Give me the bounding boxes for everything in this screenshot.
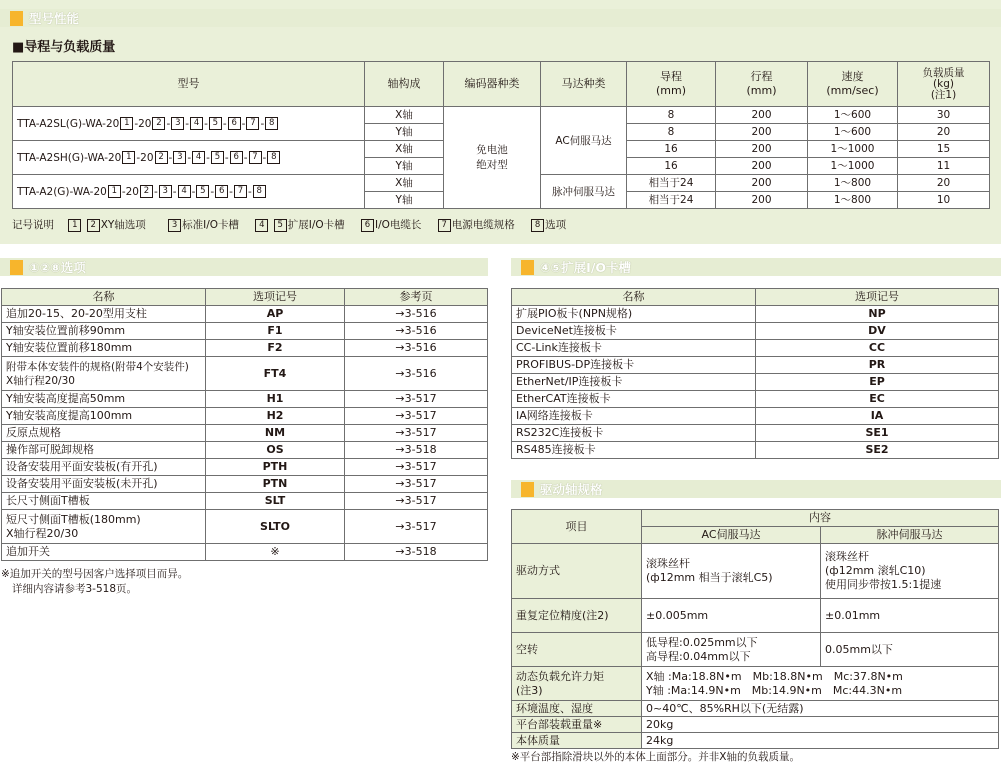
- drive-note: ※平台部指除滑块以外的本体上面部分。并非X轴的负载质量。: [511, 751, 800, 763]
- load-cell: 30: [898, 107, 990, 124]
- col-header-content: 内容: [642, 510, 999, 527]
- option-name: Y轴安装高度提高50mm: [2, 391, 206, 408]
- option-code: ※: [206, 544, 345, 561]
- load-cell: 11: [898, 158, 990, 175]
- col-header-page: 参考页: [345, 289, 488, 306]
- legend-box-8: 8: [531, 219, 544, 232]
- io-name: EtherCAT连接板卡: [512, 391, 756, 408]
- box-4: 4: [178, 185, 191, 198]
- option-code: PTN: [206, 476, 345, 493]
- legend-box-1: 1: [68, 219, 81, 232]
- table-row: [512, 425, 999, 442]
- legend-text: 标准I/O卡槽: [182, 219, 240, 231]
- axis-cell: Y轴: [365, 158, 444, 175]
- table-row: [2, 340, 488, 357]
- col-header-speed: 速度 (mm/sec): [808, 62, 898, 107]
- option-code: AP: [206, 306, 345, 323]
- box-8: 8: [253, 185, 266, 198]
- option-page: →3-516: [345, 323, 488, 340]
- option-page: →3-517: [345, 510, 488, 544]
- backlash-label: 空转: [512, 633, 642, 667]
- option-code: H1: [206, 391, 345, 408]
- platform-label: 平台部装载重量※: [512, 717, 642, 733]
- table-row: [2, 442, 488, 459]
- model-prefix: TTA-A2SH(G)-WA-20: [17, 151, 122, 164]
- box-1: 1: [122, 151, 135, 164]
- legend-text: XY轴选项: [100, 219, 146, 231]
- option-code: SLT: [206, 493, 345, 510]
- box-4: 4: [192, 151, 205, 164]
- box-8: 8: [265, 117, 278, 130]
- io-code: PR: [756, 357, 999, 374]
- legend-text: 扩展I/O卡槽: [287, 219, 345, 231]
- table-row: [2, 476, 488, 493]
- option-code: F1: [206, 323, 345, 340]
- box-3: 3: [159, 185, 172, 198]
- io-name: CC-Link连接板卡: [512, 340, 756, 357]
- load-cell: 10: [898, 192, 990, 209]
- col-header-code: 选项记号: [206, 289, 345, 306]
- backlash-pulse: 0.05mm以下: [821, 633, 999, 667]
- legend-item: [67, 219, 145, 231]
- env-value: 0~40℃、85%RH以下(无结露): [642, 701, 999, 717]
- table-row: [2, 357, 488, 391]
- section-header-options: [0, 258, 488, 276]
- lead-cell: 相当于24: [627, 175, 716, 192]
- option-code: FT4: [206, 357, 345, 391]
- axis-cell: X轴: [365, 175, 444, 192]
- option-page: →3-517: [345, 391, 488, 408]
- section-title: ④⑤扩展I/O卡槽: [540, 260, 632, 275]
- options-note-1: ※追加开关的型号因客户选择项目而异。: [1, 568, 189, 580]
- repeat-pulse: ±0.01mm: [821, 599, 999, 633]
- moment-value: X轴 :Ma:18.8N•m Mb:18.8N•m Mc:37.8N•m Y轴 :Ma:14.9N•m Mb:14.9N•m Mc:44.3N•m: [642, 667, 999, 701]
- header-marker: [10, 260, 23, 275]
- legend-item: [437, 219, 515, 231]
- drive-method-ac: 滚珠丝杆 (ф12mm 相当于滚轧C5): [642, 544, 821, 599]
- option-name: 追加开关: [2, 544, 206, 561]
- option-page: →3-518: [345, 442, 488, 459]
- io-code: SE1: [756, 425, 999, 442]
- table-row: [2, 391, 488, 408]
- table-row: [2, 493, 488, 510]
- axis-cell: X轴: [365, 107, 444, 124]
- box-6: 6: [230, 151, 243, 164]
- axis-cell: Y轴: [365, 124, 444, 141]
- box-5: 5: [211, 151, 224, 164]
- option-code: PTH: [206, 459, 345, 476]
- io-name: 扩展PIO板卡(NPN规格): [512, 306, 756, 323]
- table-row: [512, 374, 999, 391]
- legend: [12, 217, 566, 232]
- stroke-cell: 200: [716, 175, 808, 192]
- option-page: →3-518: [345, 544, 488, 561]
- box-7: 7: [249, 151, 262, 164]
- env-label: 环境温度、湿度: [512, 701, 642, 717]
- box-7: 7: [234, 185, 247, 198]
- legend-box-4: 4: [255, 219, 268, 232]
- box-1: 1: [120, 117, 133, 130]
- table-row: [2, 408, 488, 425]
- backlash-ac: 低导程:0.025mm以下 高导程:0.04mm以下: [642, 633, 821, 667]
- option-page: →3-516: [345, 340, 488, 357]
- col-header-name: 名称: [2, 289, 206, 306]
- repeat-label: 重复定位精度(注2): [512, 599, 642, 633]
- section-header-model: [0, 9, 1001, 27]
- lead-cell: 8: [627, 124, 716, 141]
- table-row: [2, 544, 488, 561]
- table-row: [512, 442, 999, 459]
- platform-value: 20kg: [642, 717, 999, 733]
- speed-cell: 1～800: [808, 175, 898, 192]
- section-title: ①②⑧选项: [29, 260, 86, 275]
- subtitle: ■导程与负载质量: [12, 40, 116, 55]
- options-table: [1, 288, 488, 561]
- speed-cell: 1～1000: [808, 158, 898, 175]
- io-name: DeviceNet连接板卡: [512, 323, 756, 340]
- option-code: NM: [206, 425, 345, 442]
- section-header-io: [511, 258, 1001, 276]
- option-code: SLTO: [206, 510, 345, 544]
- io-code: DV: [756, 323, 999, 340]
- option-name: 设备安装用平面安装板(未开孔): [2, 476, 206, 493]
- table-row: [2, 323, 488, 340]
- io-code: EC: [756, 391, 999, 408]
- legend-item: [360, 219, 421, 231]
- col-header-pulse: 脉冲伺服马达: [821, 527, 999, 544]
- lead-cell: 16: [627, 158, 716, 175]
- table-row: [512, 408, 999, 425]
- legend-box-5: 5: [274, 219, 287, 232]
- option-name: 长尺寸侧面T槽板: [2, 493, 206, 510]
- model-cell: TTA-A2SH(G)-WA-20 1 -20 2 - 3 - 4 - 5 - 6 - 7 - 8: [13, 141, 365, 175]
- header-marker: [10, 11, 23, 26]
- col-header-lead: 导程 (mm): [627, 62, 716, 107]
- model-mid: -20: [134, 117, 152, 130]
- col-header-model: 型号: [13, 62, 365, 107]
- table-row: [2, 459, 488, 476]
- load-cell: 20: [898, 124, 990, 141]
- header-marker: [521, 482, 534, 497]
- section-title: 型号性能: [29, 11, 80, 26]
- options-note-2: 详细内容请参考3-518页。: [12, 583, 138, 595]
- drive-table: [511, 509, 999, 749]
- option-page: →3-517: [345, 493, 488, 510]
- table-row: [2, 306, 488, 323]
- legend-box-3: 3: [168, 219, 181, 232]
- speed-cell: 1～600: [808, 107, 898, 124]
- encoder-cell: 免电池 绝对型: [444, 107, 541, 209]
- table-row: [512, 357, 999, 374]
- legend-text: 电源电缆规格: [451, 219, 515, 231]
- io-code: SE2: [756, 442, 999, 459]
- box-3: 3: [171, 117, 184, 130]
- io-name: PROFIBUS-DP连接板卡: [512, 357, 756, 374]
- body-value: 24kg: [642, 733, 999, 749]
- option-name: 追加20-15、20-20型用支柱: [2, 306, 206, 323]
- io-code: NP: [756, 306, 999, 323]
- io-name: RS232C连接板卡: [512, 425, 756, 442]
- legend-item: [167, 219, 239, 231]
- option-name: 短尺寸侧面T槽板(180mm) X轴行程20/30: [2, 510, 206, 544]
- io-code: IA: [756, 408, 999, 425]
- box-5: 5: [196, 185, 209, 198]
- io-name: EtherNet/IP连接板卡: [512, 374, 756, 391]
- table-row: [512, 391, 999, 408]
- load-cell: 20: [898, 175, 990, 192]
- model-cell: TTA-A2(G)-WA-20 1 -20 2 - 3 - 4 - 5 - 6 - 7 - 8: [13, 175, 365, 209]
- body-label: 本体质量: [512, 733, 642, 749]
- option-page: →3-517: [345, 425, 488, 442]
- option-name: Y轴安装高度提高100mm: [2, 408, 206, 425]
- stroke-cell: 200: [716, 107, 808, 124]
- model-prefix: TTA-A2(G)-WA-20: [17, 185, 107, 198]
- box-5: 5: [209, 117, 222, 130]
- legend-item: [530, 219, 566, 231]
- col-header-name: 名称: [512, 289, 756, 306]
- model-mid: -20: [121, 185, 139, 198]
- drive-method-label: 驱动方式: [512, 544, 642, 599]
- io-name: RS485连接板卡: [512, 442, 756, 459]
- option-name: Y轴安装位置前移180mm: [2, 340, 206, 357]
- axis-cell: Y轴: [365, 192, 444, 209]
- section-header-drive: [511, 480, 1001, 498]
- speed-cell: 1～800: [808, 192, 898, 209]
- lead-cell: 16: [627, 141, 716, 158]
- motor-ac-cell: AC伺服马达: [541, 107, 627, 175]
- box-2: 2: [152, 117, 165, 130]
- table-row: [512, 340, 999, 357]
- table-row: [2, 510, 488, 544]
- col-header-encoder: 编码器种类: [444, 62, 541, 107]
- drive-method-pulse: 滚珠丝杆 (ф12mm 滚轧C10) 使用同步带按1.5:1提速: [821, 544, 999, 599]
- legend-item: [254, 219, 344, 231]
- option-page: →3-516: [345, 357, 488, 391]
- box-3: 3: [173, 151, 186, 164]
- box-7: 7: [246, 117, 259, 130]
- option-code: F2: [206, 340, 345, 357]
- lead-cell: 8: [627, 107, 716, 124]
- box-8: 8: [267, 151, 280, 164]
- legend-text: I/O电缆长: [374, 219, 422, 231]
- stroke-cell: 200: [716, 192, 808, 209]
- legend-box-6: 6: [361, 219, 374, 232]
- box-6: 6: [228, 117, 241, 130]
- option-page: →3-516: [345, 306, 488, 323]
- box-2: 2: [140, 185, 153, 198]
- col-header-item: 项目: [512, 510, 642, 544]
- legend-box-2: 2: [87, 219, 100, 232]
- model-cell: TTA-A2SL(G)-WA-20 1 -20 2 - 3 - 4 - 5 - 6 - 7 - 8: [13, 107, 365, 141]
- stroke-cell: 200: [716, 141, 808, 158]
- model-mid: -20: [136, 151, 154, 164]
- option-page: →3-517: [345, 476, 488, 493]
- moment-label: 动态负载允许力矩 (注3): [512, 667, 642, 701]
- table-row: [2, 425, 488, 442]
- col-header-axis: 轴构成: [365, 62, 444, 107]
- option-code: OS: [206, 442, 345, 459]
- box-1: 1: [108, 185, 121, 198]
- box-6: 6: [215, 185, 228, 198]
- speed-cell: 1～1000: [808, 141, 898, 158]
- col-header-stroke: 行程 (mm): [716, 62, 808, 107]
- option-name: 附带本体安装件的规格(附带4个安装件) X轴行程20/30: [2, 357, 206, 391]
- table-row: [512, 323, 999, 340]
- col-header-code: 选项记号: [756, 289, 999, 306]
- model-prefix: TTA-A2SL(G)-WA-20: [17, 117, 120, 130]
- stroke-cell: 200: [716, 158, 808, 175]
- option-page: →3-517: [345, 408, 488, 425]
- option-code: H2: [206, 408, 345, 425]
- header-marker: [521, 260, 534, 275]
- box-4: 4: [190, 117, 203, 130]
- col-header-ac: AC伺服马达: [642, 527, 821, 544]
- section-title: 驱动轴规格: [540, 482, 603, 497]
- lead-load-table: [12, 61, 990, 209]
- io-table: [511, 288, 999, 459]
- axis-cell: X轴: [365, 141, 444, 158]
- speed-cell: 1～600: [808, 124, 898, 141]
- stroke-cell: 200: [716, 124, 808, 141]
- load-cell: 15: [898, 141, 990, 158]
- io-code: EP: [756, 374, 999, 391]
- option-name: Y轴安装位置前移90mm: [2, 323, 206, 340]
- option-name: 操作部可脱卸规格: [2, 442, 206, 459]
- table-row: [512, 306, 999, 323]
- box-2: 2: [155, 151, 168, 164]
- col-header-motor: 马达种类: [541, 62, 627, 107]
- col-header-load: 负载质量 (kg) (注1): [898, 62, 990, 107]
- option-page: →3-517: [345, 459, 488, 476]
- option-name: 设备安装用平面安装板(有开孔): [2, 459, 206, 476]
- motor-pulse-cell: 脉冲伺服马达: [541, 175, 627, 209]
- legend-text: 选项: [545, 219, 567, 231]
- option-name: 反原点规格: [2, 425, 206, 442]
- io-name: IA网络连接板卡: [512, 408, 756, 425]
- repeat-ac: ±0.005mm: [642, 599, 821, 633]
- legend-box-7: 7: [438, 219, 451, 232]
- io-code: CC: [756, 340, 999, 357]
- legend-label: 记号说明: [12, 219, 54, 231]
- lead-cell: 相当于24: [627, 192, 716, 209]
